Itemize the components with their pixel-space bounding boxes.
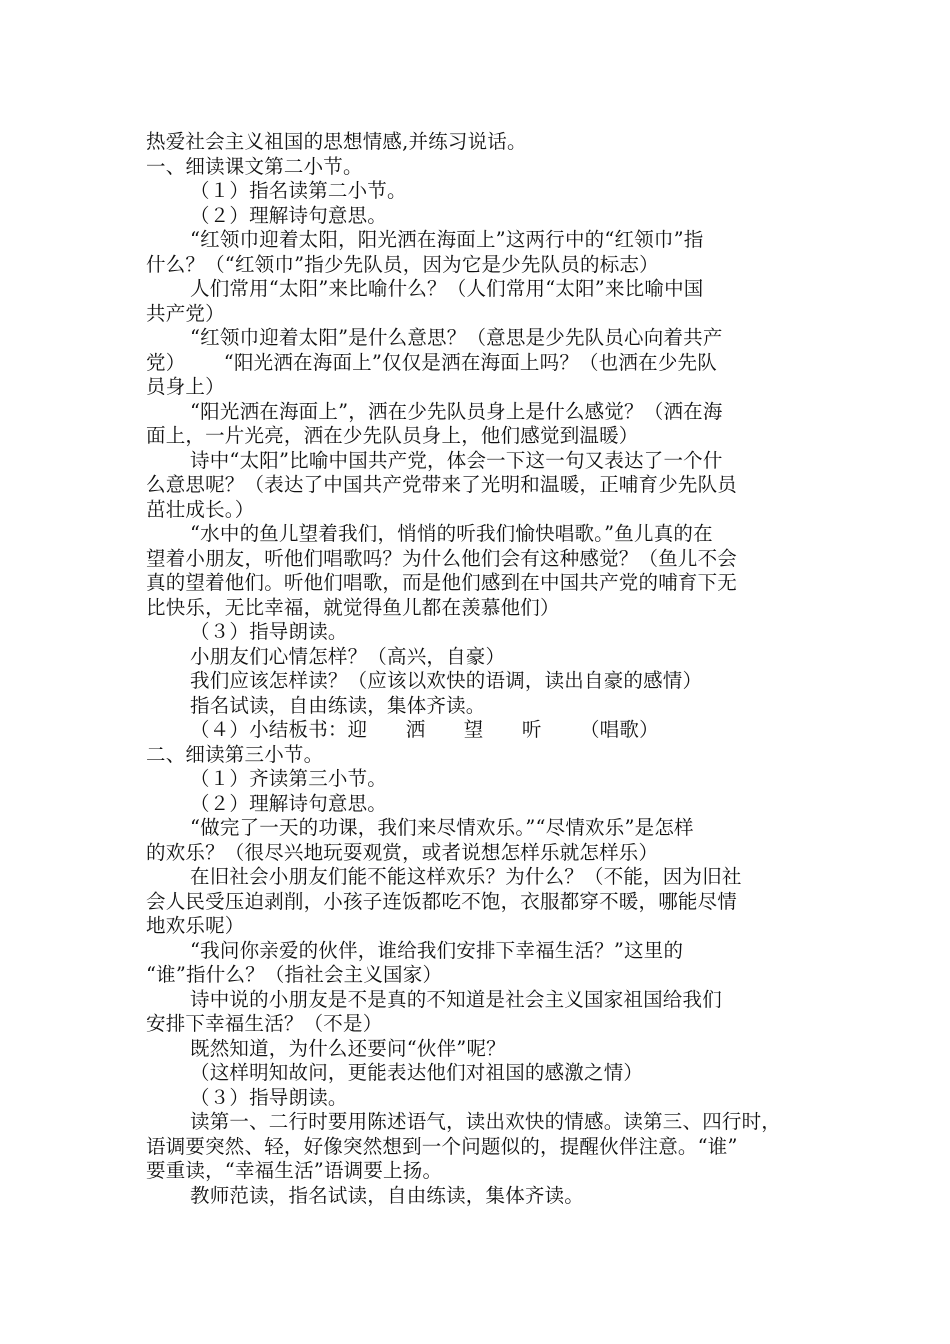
text-line: 的欢乐？（很尽兴地玩耍观赏，或者说想怎样乐就怎样乐） <box>146 840 659 864</box>
text-line: 真的望着他们。听他们唱歌，而是他们感到在中国共产党的哺育下无 <box>146 571 738 594</box>
text-line: 员身上） <box>146 375 225 398</box>
text-line: “谁”指什么？（指社会主义国家） <box>146 963 443 986</box>
text-line: “水中的鱼儿望着我们，悄悄的听我们愉快唱歌。”鱼儿真的在 <box>190 522 713 545</box>
text-line: 什么？（“红领巾”指少先队员，因为它是少先队员的标志） <box>146 252 659 276</box>
text-line: 地欢乐呢） <box>146 914 245 937</box>
text-line: “阳光洒在海面上”，洒在少先队员身上是什么感觉？（洒在海 <box>190 399 723 423</box>
text-line: “我问你亲爱的伙伴，谁给我们安排下幸福生活？”这里的 <box>190 938 684 962</box>
text-line: （２）理解诗句意思。 <box>190 203 388 227</box>
text-line: 茁壮成长。） <box>146 497 255 521</box>
text-line: 么意思呢？（表达了中国共产党带来了光明和温暖，正哺育少先队员 <box>146 473 738 496</box>
text-line: 小朋友们心情怎样？（高兴，自豪） <box>190 644 506 668</box>
text-line: 安排下幸福生活？（不是） <box>146 1012 383 1035</box>
text-line: 要重读，“幸福生活”语调要上扬。 <box>146 1159 443 1182</box>
text-line: 会人民受压迫剥削，小孩子连饭都吃不饱，衣服都穿不暖，哪能尽情 <box>146 889 738 913</box>
text-line: 诗中“太阳”比喻中国共产党，体会一下这一句又表达了一个什 <box>190 448 723 472</box>
text-line: （这样明知故问，更能表达他们对祖国的感激之情） <box>190 1061 644 1084</box>
text-line: （１）指名读第二小节。 <box>190 179 407 202</box>
text-line: （３）指导朗读。 <box>190 620 348 643</box>
text-line: 教师范读，指名试读，自由练读，集体齐读。 <box>190 1183 585 1207</box>
text-line: 热爱社会主义祖国的思想情感,并练习说话。 <box>146 130 527 153</box>
text-line: “红领巾迎着太阳”是什么意思？（意思是少先队员心向着共产 <box>190 326 723 349</box>
text-line: 诗中说的小朋友是不是真的不知道是社会主义国家祖国给我们 <box>190 987 722 1011</box>
text-line: （２）理解诗句意思。 <box>190 791 388 815</box>
text-line: 二、细读第三小节。 <box>146 742 324 766</box>
text-line: （４）小结板书：迎 洒 望 听 （唱歌） <box>190 718 659 741</box>
text-line: 人们常用“太阳”来比喻什么？（人们常用“太阳”来比喻中国 <box>190 277 704 300</box>
text-line: 我们应该怎样读？（应该以欢快的语调，读出自豪的感情） <box>190 669 703 692</box>
document-body <box>146 130 821 1208</box>
text-line: 语调要突然、轻，好像突然想到一个问题似的，提醒伙伴注意。“谁” <box>146 1134 738 1158</box>
text-line: 在旧社会小朋友们能不能这样欢乐？为什么？（不能，因为旧社 <box>190 865 742 888</box>
text-line: 面上，一片光亮，洒在少先队员身上，他们感觉到温暖） <box>146 424 639 447</box>
text-line: 读第一、二行时要用陈述语气，读出欢快的情感。读第三、四行时， <box>190 1110 782 1133</box>
text-line: （３）指导朗读。 <box>190 1085 348 1109</box>
text-line: 党） “阳光洒在海面上”仅仅是洒在海面上吗？（也洒在少先队 <box>146 350 717 374</box>
text-line: 一、细读课文第二小节。 <box>146 154 363 178</box>
text-line: （１）齐读第三小节。 <box>190 767 388 790</box>
text-line: 共产党） <box>146 301 225 325</box>
text-line: 既然知道，为什么还要问“伙伴”呢？ <box>190 1036 506 1060</box>
text-line: 比快乐，无比幸福，就觉得鱼儿都在羡慕他们） <box>146 595 560 619</box>
text-line: “做完了一天的功课，我们来尽情欢乐。”“尽情欢乐”是怎样 <box>190 816 694 839</box>
text-line: “红领巾迎着太阳，阳光洒在海面上”这两行中的“红领巾”指 <box>190 228 704 251</box>
text-line: 望着小朋友，听他们唱歌吗？为什么他们会有这种感觉？（鱼儿不会 <box>146 546 738 570</box>
text-line: 指名试读，自由练读，集体齐读。 <box>190 693 486 717</box>
